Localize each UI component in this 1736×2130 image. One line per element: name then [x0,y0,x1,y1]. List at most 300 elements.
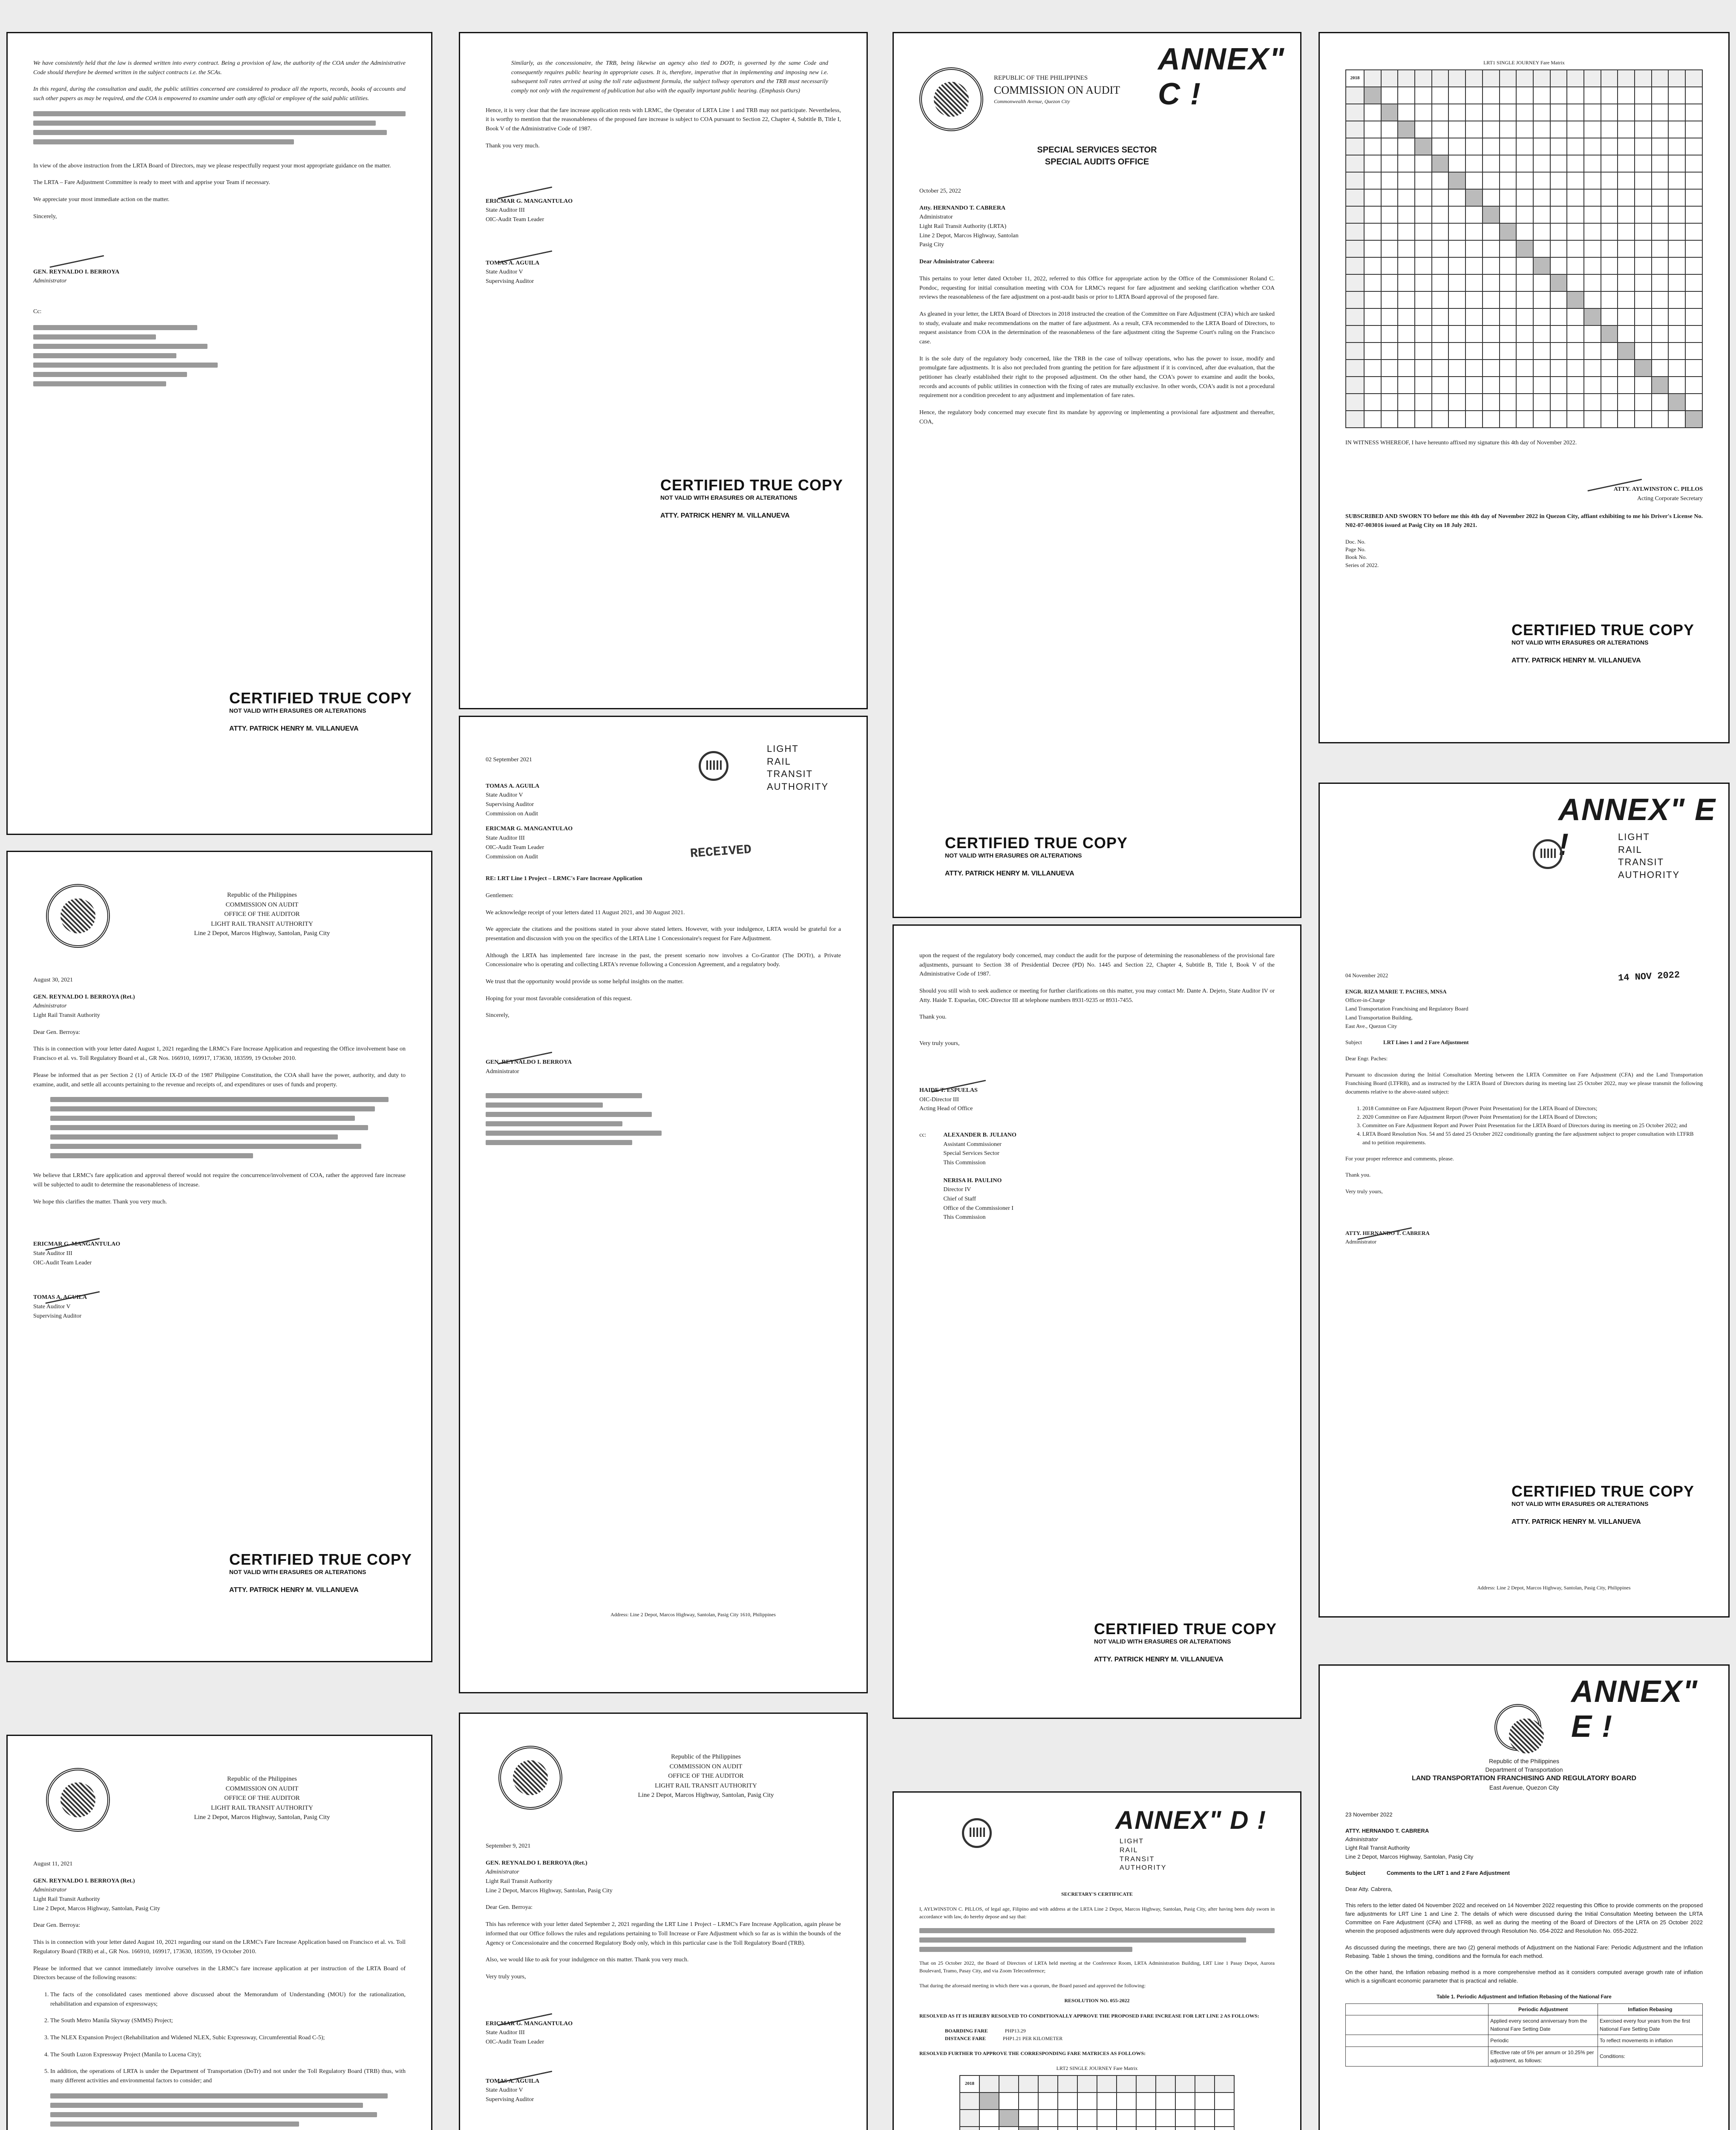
matrix-cell [1668,70,1685,87]
matrix-cell [1415,87,1432,104]
coa-seal [498,1746,562,1810]
matrix-cell [1381,155,1398,172]
matrix-cell [1584,189,1601,206]
matrix-cell [1058,2093,1077,2110]
matrix-cell [1175,2093,1195,2110]
recipient-title: Administrator [486,1869,519,1876]
paragraph: Please be informed that we cannot immediately involve ourselves in the LRMC's fare increase application at per instruction of the LRTA Board of Directors because of the following reasons: [33,1965,406,1981]
matrix-cell [1516,325,1533,343]
matrix-cell [999,2093,1019,2110]
notarial-page-no: Page No. [1345,546,1366,553]
matrix-cell [1601,257,1618,274]
matrix-cell [1516,291,1533,308]
matrix-cell [1668,343,1685,360]
matrix-cell [1567,308,1584,325]
recipient-title: Administrator [33,1887,67,1894]
matrix-cell [1652,291,1669,308]
matrix-cell [1652,411,1669,428]
signer-name: ERICMAR G. MANGANTULAO [486,2020,573,2027]
matrix-cell [1398,325,1415,343]
matrix-cell [1516,138,1533,155]
matrix-cell [1668,394,1685,411]
matrix-cell [1077,2075,1097,2093]
matrix-cell [1550,70,1567,87]
header-agency: COMMISSION ON AUDIT [225,901,299,908]
paragraph: We trust that the opportunity would provide us some helpful insights on the matter. [486,979,684,985]
cc-title: This Commission [943,1214,986,1221]
matrix-cell [1097,2110,1117,2127]
matrix-cell [1346,87,1364,104]
matrix-cell [1652,121,1669,138]
reasons-list [33,1990,406,2086]
header-agency: LAND TRANSPORTATION FRANCHISING AND REGULATORY BOARD [1411,1775,1637,1782]
received-stamp: RECEIVED [689,843,752,861]
matrix-cell [1195,2127,1215,2130]
matrix-cell [1398,343,1415,360]
matrix-cell [1533,223,1550,240]
header-department: Department of Transportation [1485,1766,1563,1773]
matrix-cell [1584,223,1601,240]
matrix-cell [1533,138,1550,155]
matrix-cell [1584,257,1601,274]
matrix-row [1346,138,1702,155]
matrix-cell [1668,87,1685,104]
matrix-cell [1346,394,1364,411]
matrix-cell [1533,121,1550,138]
matrix-cell [1516,411,1533,428]
matrix-cell [1077,2093,1097,2110]
matrix-cell [1685,121,1702,138]
matrix-cell [1432,257,1449,274]
matrix-cell [1432,291,1449,308]
matrix-cell [1364,394,1381,411]
matrix-cell [1618,206,1635,223]
subject-text: Comments to the LRT 1 and 2 Fare Adjustment [1386,1869,1510,1876]
signer-title: Supervising Auditor [486,2096,534,2103]
matrix-cell [1432,104,1449,121]
resolution-text: RESOLVED AS IT IS HEREBY RESOLVED TO CONDITIONALLY APPROVE THE PROPOSED FARE INCREASE FOR LRT LINE 2 AS FOLLOWS: [919,2012,1259,2019]
matrix-cell [1038,2075,1058,2093]
matrix-cell [1415,394,1432,411]
matrix-cell [1500,121,1517,138]
matrix-cell [1567,325,1584,343]
re-line: RE: LRT Line 1 Project – LRMC's Fare Increase Application [486,875,642,882]
matrix-row [1346,206,1702,223]
matrix-cell [1346,172,1364,189]
matrix-cell [1652,155,1669,172]
certified-true-copy-stamp: CERTIFIED TRUE COPY NOT VALID WITH ERASURES OR ALTERATIONS ATTY. PATRICK HENRY M. VILLANUEVA [945,834,1128,877]
matrix-cell [1136,2110,1156,2127]
matrix-cell [1601,223,1618,240]
header-agency: COMMISSION ON AUDIT [225,1785,299,1792]
document-page-6 [459,716,868,1693]
matrix-cell [1500,206,1517,223]
salutation: Gentlemen: [486,892,514,899]
matrix-cell [1533,308,1550,325]
matrix-cell [1038,2093,1058,2110]
distance-fare-label: DISTANCE FARE [945,2035,986,2041]
matrix-cell [1668,308,1685,325]
document-page-2 [459,32,868,709]
matrix-cell [1448,104,1465,121]
matrix-cell [1516,360,1533,377]
matrix-cell [1058,2127,1077,2130]
matrix-cell [1465,70,1483,87]
closing: Very truly yours, [919,1040,960,1047]
matrix-cell [1465,325,1483,343]
matrix-cell [1601,325,1618,343]
ltfrb-seal [1494,1704,1541,1751]
matrix-cell [1516,274,1533,291]
header-agency: COMMISSION ON AUDIT [669,1763,743,1770]
document-page-10 [459,1713,868,2130]
matrix-cell [1117,2110,1136,2127]
matrix-cell [1685,155,1702,172]
table-cell: Effective rate of 5% per annum or 10.25% per adjustment, as follows: [1488,2047,1598,2067]
paragraph: We acknowledge receipt of your letters dated 11 August 2021, and 30 August 2021. [486,909,685,916]
matrix-cell [1432,206,1449,223]
table-cell: Applied every second anniversary from the National Fare Setting Date [1488,2015,1598,2035]
paragraph: We believe that LRMC's fare application and approval thereof would not require the concurrence/involvement of COA, rather the approved fare increase will be subjected to audit to determine the reasonableness of increase. [33,1172,406,1188]
quoted-paragraph: Similarly, as the concessionaire, the TRB, being likewise an agency also tied to DOTr, is governed by the same Code and consequently requires public hearing in appropriate cases. It is, therefore, imperative that in implementing and imposing new i.e. subsequent toll rates arrived at using the toll rate adjustment formula, the subject tollway operators and the TRB must necessarily comply not only with the requirement of publication but also with the equally important public hearing. (Emphasis Ours) [511,60,828,95]
salutation: Dear Atty. Cabrera, [1345,1885,1393,1892]
matrix-cell [1398,274,1415,291]
annex-label: ANNEX" E ! [1558,793,1716,862]
matrix-cell [999,2127,1019,2130]
lrta-logo [962,1818,1039,1848]
matrix-cell [1618,325,1635,343]
matrix-cell [1156,2075,1175,2093]
matrix-cell [1415,240,1432,257]
matrix-cell [1584,87,1601,104]
matrix-cell [1346,411,1364,428]
paragraph: I, AYLWINSTON C. PILLOS, of legal age, Filipino and with address at the LRTA Line 2 Depot, Marcos Highway, Santolan, Pasig City, after having been duly sworn in accordance with law, do hereby depose and say that: [919,1906,1275,1920]
matrix-cell [1364,155,1381,172]
matrix-cell [1601,70,1618,87]
matrix-cell [1685,308,1702,325]
matrix-cell [1381,360,1398,377]
matrix-cell [1432,155,1449,172]
matrix-cell [1465,87,1483,104]
matrix-cell [1601,138,1618,155]
matrix-row [960,2093,1234,2110]
matrix-cell [1364,138,1381,155]
matrix-cell [1346,343,1364,360]
annex-label: ANNEX" E ! [1571,1675,1699,1744]
certificate-heading: SECRETARY'S CERTIFICATE [1061,1891,1133,1897]
matrix-cell [1019,2110,1038,2127]
matrix-cell [1465,394,1483,411]
matrix-cell [1635,223,1652,240]
matrix-cell [1465,104,1483,121]
signer-title: OIC-Audit Team Leader [33,1259,92,1266]
matrix-cell [1175,2075,1195,2093]
authority-name-line: AUTHORITY [1618,869,1680,881]
letter-date: October 25, 2022 [919,188,961,194]
matrix-cell [1346,206,1364,223]
matrix-cell [1685,138,1702,155]
matrix-cell [1618,291,1635,308]
matrix-cell [1601,121,1618,138]
matrix-cell [1465,172,1483,189]
matrix-cell [1635,206,1652,223]
matrix-row [1346,87,1702,104]
matrix-cell [1381,308,1398,325]
paragraph: For your proper reference and comments, please. [1345,1155,1454,1162]
list-item: 2. 2020 Committee on Fare Adjustment Report (Power Point Presentation) for the LRTA Board of Directors; [1362,1113,1703,1121]
matrix-cell [1448,206,1465,223]
paragraph: We hope this clarifies the matter. Thank you very much. [33,1198,167,1205]
signer-title: Supervising Auditor [33,1313,82,1319]
matrix-cell [1019,2075,1038,2093]
paragraph: That on 25 October 2022, the Board of Directors of LRTA held meeting at the Conference Room, LRTA Administration Building, LRT Line 1 Pasay Depot, Aurora Boulevard, Tramo, Pasay City, and via Zoom Teleconference; [919,1960,1275,1974]
annex-label: ANNEX" D ! [1115,1806,1267,1834]
matrix-cell [1635,104,1652,121]
recipient-name: ERICMAR G. MANGANTULAO [486,826,573,832]
salutation: Dear Gen. Berroya: [486,1904,533,1911]
matrix-cell [1618,308,1635,325]
matrix-cell [1584,291,1601,308]
matrix-cell [1584,155,1601,172]
text-lines [919,1928,1275,1952]
matrix-cell [1516,87,1533,104]
paragraph: This is in connection with your letter dated August 10, 2021 regarding our stand on the LRMC's Fare Increase Application based on Francisco et al. vs. Toll Regulatory Board (TRB) et al., GR Nos. 166910, 169917, 173630, 183599, 19 October 2010. [33,1939,406,1955]
matrix-cell [1601,104,1618,121]
paragraph: Hence, it is very clear that the fare increase application rests with LRMC, the Operator of LRTA Line 1 and TRB may not participate. Nevertheless, it is worthy to mention that the reasonableness of the proposed fare increase is subject to COA pursuant to Section 22, Chapter 4, Subtitle B, Title I, Book V of the Administrative Code of 1987. [486,107,841,132]
recipient-title: Administrator [1345,1836,1378,1843]
matrix-cell [1465,360,1483,377]
document-page-3 [892,32,1301,918]
text-lines [33,111,406,144]
matrix-cell [1516,104,1533,121]
matrix-cell [1601,377,1618,394]
matrix-cell [1364,308,1381,325]
header-authority: LIGHT RAIL TRANSIT AUTHORITY [211,920,313,927]
matrix-cell [1465,138,1483,155]
matrix-cell [1533,377,1550,394]
matrix-cell [1448,257,1465,274]
matrix-cell [1398,411,1415,428]
paragraph: Hoping for your most favorable consideration of this request. [486,995,632,1002]
lrta-logo [1533,839,1609,869]
matrix-row [1346,172,1702,189]
matrix-cell [1432,411,1449,428]
coa-seal [46,1768,110,1832]
matrix-cell [1668,206,1685,223]
header-country: Republic of the Philippines [227,892,297,898]
matrix-cell [1618,172,1635,189]
matrix-cell [1364,274,1381,291]
matrix-cell [1500,360,1517,377]
matrix-cell [960,2110,979,2127]
matrix-cell [1364,104,1381,121]
matrix-cell [1618,223,1635,240]
annex-label: ANNEX" C ! [1158,42,1285,111]
cc-title: Assistant Commissioner [943,1141,1002,1148]
matrix-cell [1465,377,1483,394]
matrix-row [1346,394,1702,411]
footer-address: Address: Line 2 Depot, Marcos Highway, Santolan, Pasig City, Philippines [1477,1585,1631,1591]
signer-title: State Auditor V [33,1304,71,1310]
matrix-cell [1432,189,1449,206]
matrix-cell [1448,377,1465,394]
matrix-cell [1668,189,1685,206]
matrix-cell [1618,394,1635,411]
matrix-cell [1601,343,1618,360]
matrix-cell [1346,291,1364,308]
matrix-cell [1635,138,1652,155]
matrix-cell [1652,87,1669,104]
matrix-cell [1432,172,1449,189]
letter-date: 04 November 2022 [1345,972,1388,979]
matrix-cell [1398,206,1415,223]
matrix-cell [1432,394,1449,411]
matrix-cell [1584,360,1601,377]
header-agency: COMMISSION ON AUDIT [994,84,1120,96]
matrix-cell [1533,360,1550,377]
cc-title: This Commission [943,1159,986,1166]
documents-list [1345,1104,1703,1147]
matrix-cell [1448,343,1465,360]
matrix-cell [1215,2110,1234,2127]
certified-true-copy-stamp: CERTIFIED TRUE COPY NOT VALID WITH ERASURES OR ALTERATIONS ATTY. PATRICK HENRY M. VILLANUEVA [229,689,412,732]
matrix-cell [1652,70,1669,87]
matrix-cell [1483,240,1500,257]
salutation: Dear Engr. Paches: [1345,1055,1388,1062]
paragraph: Please be informed that as per Section 2 (1) of Article IX-D of the 1987 Philippine Constitution, the COA shall have the power, authority, and duty to examine, audit, and settle all accounts pertaining to the revenue and receipts of, and expenditures or uses of funds and property. [33,1072,406,1088]
signer-name: TOMAS A. AGUILA [486,259,540,266]
salutation: Dear Administrator Cabrera: [919,259,995,265]
matrix-cell [1346,223,1364,240]
matrix-cell [1415,138,1432,155]
fare-matrix-title: LRT1 SINGLE JOURNEY Fare Matrix [1483,60,1565,66]
header-address: East Avenue, Quezon City [1489,1784,1559,1791]
matrix-cell [1136,2075,1156,2093]
matrix-cell [1364,343,1381,360]
matrix-row [1346,155,1702,172]
matrix-cell [1415,189,1432,206]
matrix-cell [1415,291,1432,308]
list-item: 1. 2018 Committee on Fare Adjustment Report (Power Point Presentation) for the LRTA Board of Directors; [1362,1104,1703,1113]
header-authority: LIGHT RAIL TRANSIT AUTHORITY [655,1782,757,1789]
authority-name-line: LIGHT [767,743,799,754]
matrix-cell [1448,291,1465,308]
matrix-cell [1550,274,1567,291]
matrix-cell [1584,240,1601,257]
matrix-cell [1432,343,1449,360]
recipient-name: Atty. HERNANDO T. CABRERA [919,204,1006,211]
recipient-address: Line 2 Depot, Marcos Highway, Santolan, Pasig City [1345,1853,1474,1860]
recipient-org: Light Rail Transit Authority [486,1878,553,1885]
matrix-cell [1038,2127,1058,2130]
distance-fare-value: PHP1.21 PER KILOMETER [1002,2035,1063,2041]
fare-matrix-table [959,2075,1235,2130]
paragraph: The LRTA – Fare Adjustment Committee is ready to meet with and apprise your Team if necessary. [33,179,271,186]
recipient-org: Light Rail Transit Authority [33,1896,100,1903]
matrix-cell [1550,87,1567,104]
matrix-cell [1465,223,1483,240]
document-page-1 [6,32,432,835]
matrix-cell [1465,155,1483,172]
matrix-cell [1685,343,1702,360]
matrix-cell [1364,360,1381,377]
cc-label: cc: [919,1131,927,1138]
recipient-name: ENGR. RIZA MARIE T. PACHES, MNSA [1345,988,1447,995]
matrix-cell [1550,104,1567,121]
matrix-cell [1652,394,1669,411]
paragraph: As discussed during the meetings, there are two (2) general methods of Adjustment on the National Fare: Periodic Adjustment and the Inflation Rebasing. Table 1 shows the timing, conditions and the formula for each method. [1345,1944,1703,1959]
matrix-cell [1500,240,1517,257]
recipient-title: OIC-Audit Team Leader [486,844,544,851]
matrix-cell [1398,360,1415,377]
matrix-cell [1483,70,1500,87]
signature [43,226,104,268]
matrix-cell [1567,343,1584,360]
matrix-cell [1448,121,1465,138]
matrix-cell [1346,308,1364,325]
matrix-cell [1346,240,1364,257]
recipient-org: Light Rail Transit Authority (LRTA) [919,223,1007,230]
matrix-cell [1415,121,1432,138]
matrix-cell [1533,206,1550,223]
matrix-cell [1058,2110,1077,2127]
signer-title: State Auditor III [33,1250,72,1257]
matrix-row [1346,308,1702,325]
matrix-cell [1567,291,1584,308]
document-page-12 [1319,1664,1730,2130]
recipient-address: East Ave., Quezon City [1345,1022,1397,1029]
recipient-name: TOMAS A. AGUILA [486,783,540,789]
matrix-cell [1500,189,1517,206]
matrix-cell [1364,206,1381,223]
matrix-cell [1533,172,1550,189]
matrix-cell [1398,70,1415,87]
matrix-cell [1668,291,1685,308]
matrix-cell [1516,155,1533,172]
matrix-cell [1685,87,1702,104]
closing: Very truly yours, [1345,1188,1383,1195]
signer-title: Supervising Auditor [486,278,534,285]
matrix-cell [1398,155,1415,172]
recipient-address: Pasig City [919,242,944,248]
header-office: OFFICE OF THE AUDITOR [224,911,300,918]
matrix-cell [1652,360,1669,377]
matrix-cell [979,2127,999,2130]
matrix-cell [1097,2093,1117,2110]
matrix-cell [1398,87,1415,104]
signer-name: GEN. REYNALDO I. BERROYA [33,268,120,275]
matrix-cell [1432,121,1449,138]
matrix-cell [1685,104,1702,121]
matrix-cell [1346,104,1364,121]
paragraph: On the other hand, the Inflation rebasing method is a more comprehensive method as it considers computed average growth rate of inflation which is a significant economic parameter that is practical and reliable. [1345,1969,1703,1984]
matrix-cell [1448,325,1465,343]
matrix-cell [1516,308,1533,325]
boarding-fare-label: BOARDING FARE [945,2028,988,2034]
matrix-cell [1685,206,1702,223]
matrix-cell [1483,377,1500,394]
adjustment-table [1345,2003,1703,2067]
matrix-cell [1448,87,1465,104]
matrix-cell [1415,274,1432,291]
matrix-cell [979,2110,999,2127]
matrix-cell [1635,411,1652,428]
paragraph: In this regard, during the consultation and audit, the public utilities concerned are considered to produce all the reports, records, books of accounts and such other papers as may be required, and the COA is empowered to examine under oath any official or employee of the said public utilities. [33,86,406,102]
header-country: Republic of the Philippines [1489,1758,1559,1764]
matrix-cell [1618,274,1635,291]
signer-title: State Auditor III [486,207,525,214]
paragraph: That during the aforesaid meeting in which there was a quorum, the Board passed and approved the following: [919,1982,1146,1989]
